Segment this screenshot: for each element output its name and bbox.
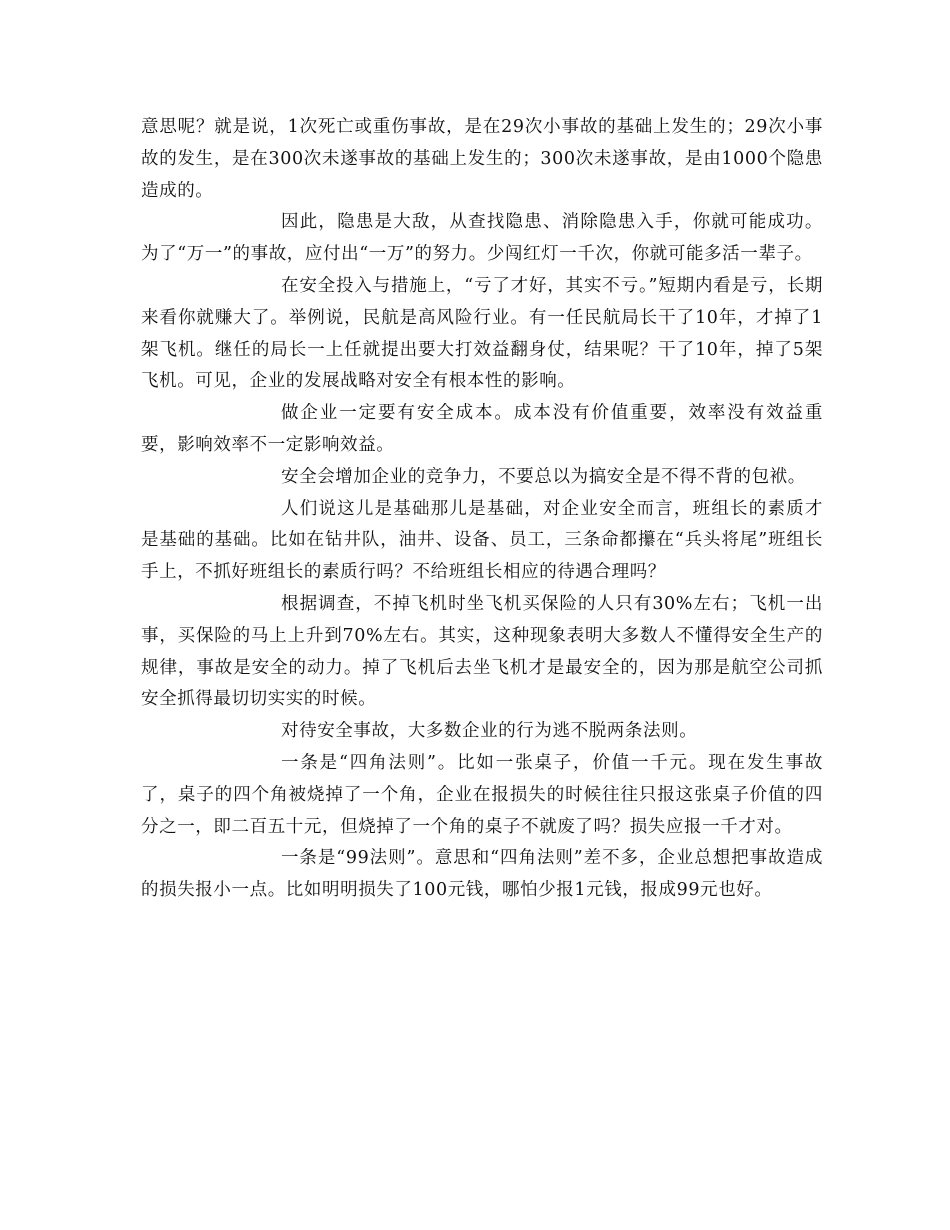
paragraph-4: 做企业一定要有安全成本。成本没有价值重要，效率没有效益重要，影响效率不一定影响效益。 <box>141 403 823 455</box>
paragraph-8: 对待安全事故，大多数企业的行为逃不脱两条法则。 <box>281 721 698 742</box>
paragraph-5: 安全会增加企业的竞争力，不要总以为搞安全是不得不背的包袱。 <box>281 466 806 487</box>
paragraph-2: 因此，隐患是大敌，从查找隐患、消除隐患入手，你就可能成功。为了“万一”的事故，应付出“一万”的努力。少闯红灯一千次，你就可能多活一辈子。 <box>141 212 823 265</box>
paragraph-10: 一条是“99法则”。意思和“四角法则”差不多，企业总想把事故造成的损失报小一点。比如明明损失了100元钱，哪怕少报1元钱，报成99元也好。 <box>141 848 823 901</box>
paragraph-3: 在安全投入与措施上，“亏了才好，其实不亏。”短期内看是亏，长期来看你就赚大了。举例说，民航是高风险行业。有一任民航局长干了10年，才掉了1架飞机。继任的局长一上任就提出要大打效益翻身仗，结果呢？干了10年，掉了5架飞机。可见，企业的发展战略对安全有根本性的影响。 <box>141 275 823 392</box>
document-body <box>141 112 823 907</box>
paragraph-7: 根据调查，不掉飞机时坐飞机买保险的人只有30%左右；飞机一出事，买保险的马上上升到70%左右。其实，这种现象表明大多数人不懂得安全生产的规律，事故是安全的动力。掉了飞机后去坐飞机才是最安全的，因为那是航空公司抓安全抓得最切切实实的时候。 <box>141 593 823 710</box>
paragraph-6: 人们说这儿是基础那儿是基础，对企业安全而言，班组长的素质才是基础的基础。比如在钻井队，油井、设备、员工，三条命都攥在“兵头将尾”班组长手上，不抓好班组长的素质行吗？不给班组长相应的待遇合理吗？ <box>141 498 823 583</box>
paragraph-1: 意思呢？就是说，1次死亡或重伤事故，是在29次小事故的基础上发生的；29次小事故的发生，是在300次未遂事故的基础上发生的；300次未遂事故，是由1000个隐患造成的。 <box>141 117 823 201</box>
paragraph-9: 一条是“四角法则”。比如一张桌子，价值一千元。现在发生事故了，桌子的四个角被烧掉了一个角，企业在报损失的时候往往只报这张桌子价值的四分之一，即二百五十元，但烧掉了一个角的桌子不就废了吗？损失应报一千才对。 <box>141 752 823 837</box>
